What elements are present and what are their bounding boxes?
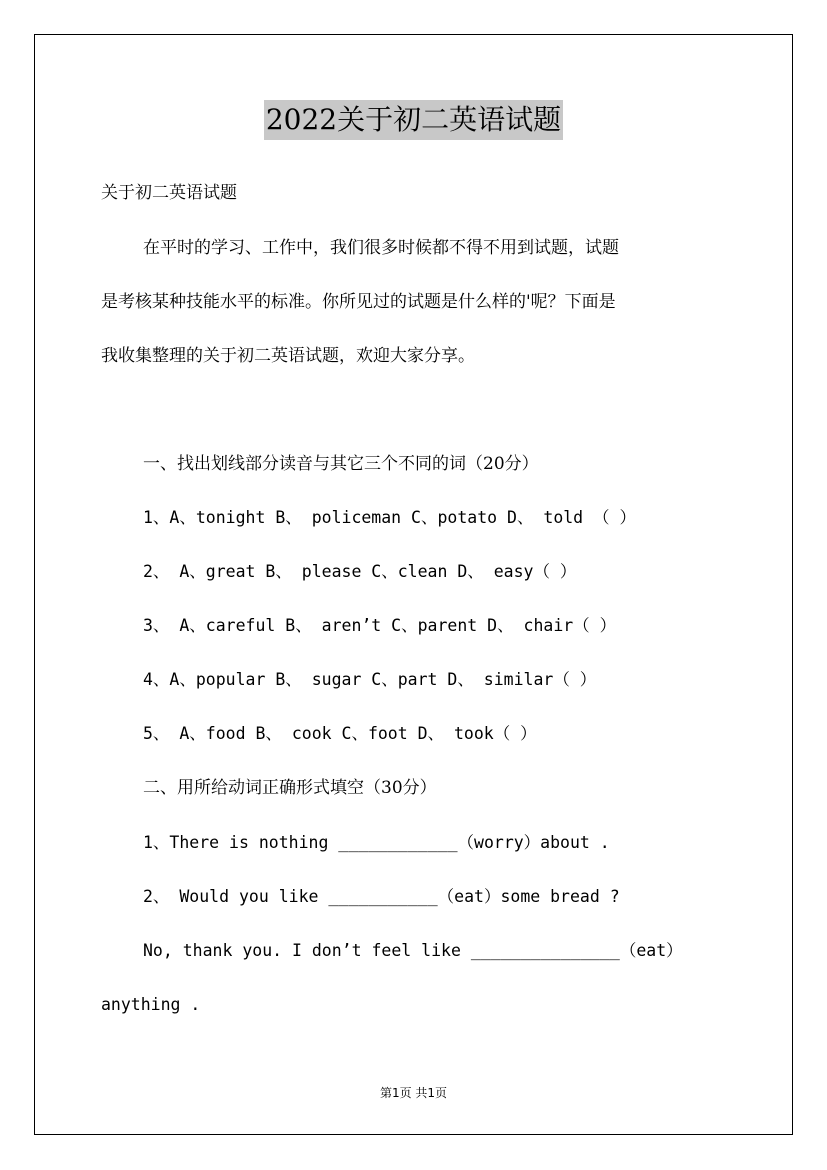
section2-item-2: 2、 Would you like ___________（eat）some bread ? [143,887,620,906]
intro-line-2: 是考核某种技能水平的标准。你所见过的试题是什么样的'呢？下面是 [101,292,616,312]
section1-item-2: 2、 A、great B、 please C、clean D、 easy（ ） [143,562,577,581]
document-title: 2022关于初二英语试题 [264,100,563,140]
title-wrap [0,100,827,140]
section1-item-5: 5、 A、food B、 cook C、foot D、 took（ ） [143,724,537,743]
intro-line-3: 我收集整理的关于初二英语试题，欢迎大家分享。 [101,346,475,366]
document-subtitle: 关于初二英语试题 [101,183,237,203]
section2-heading: 二、用所给动词正确形式填空（30分） [143,778,437,798]
section1-heading: 一、找出划线部分读音与其它三个不同的词（20分） [143,454,539,474]
page-footer: 第1页 共1页 [379,1086,448,1100]
section2-item-2-answer: No, thank you. I don’t feel like _______________（eat） [143,941,683,960]
section1-item-1: 1、A、tonight B、 policeman C、potato D、 told （ ） [143,508,636,527]
intro-line-1: 在平时的学习、工作中，我们很多时候都不得不用到试题，试题 [143,238,619,258]
section2-item-2-answer-cont: anything . [101,995,201,1014]
section1-item-4: 4、A、popular B、 sugar C、part D、 similar（ ） [143,670,597,689]
section1-item-3: 3、 A、careful B、 aren’t C、parent D、 chair（ ） [143,616,617,635]
section2-item-1: 1、There is nothing ____________（worry）about . [143,833,610,852]
